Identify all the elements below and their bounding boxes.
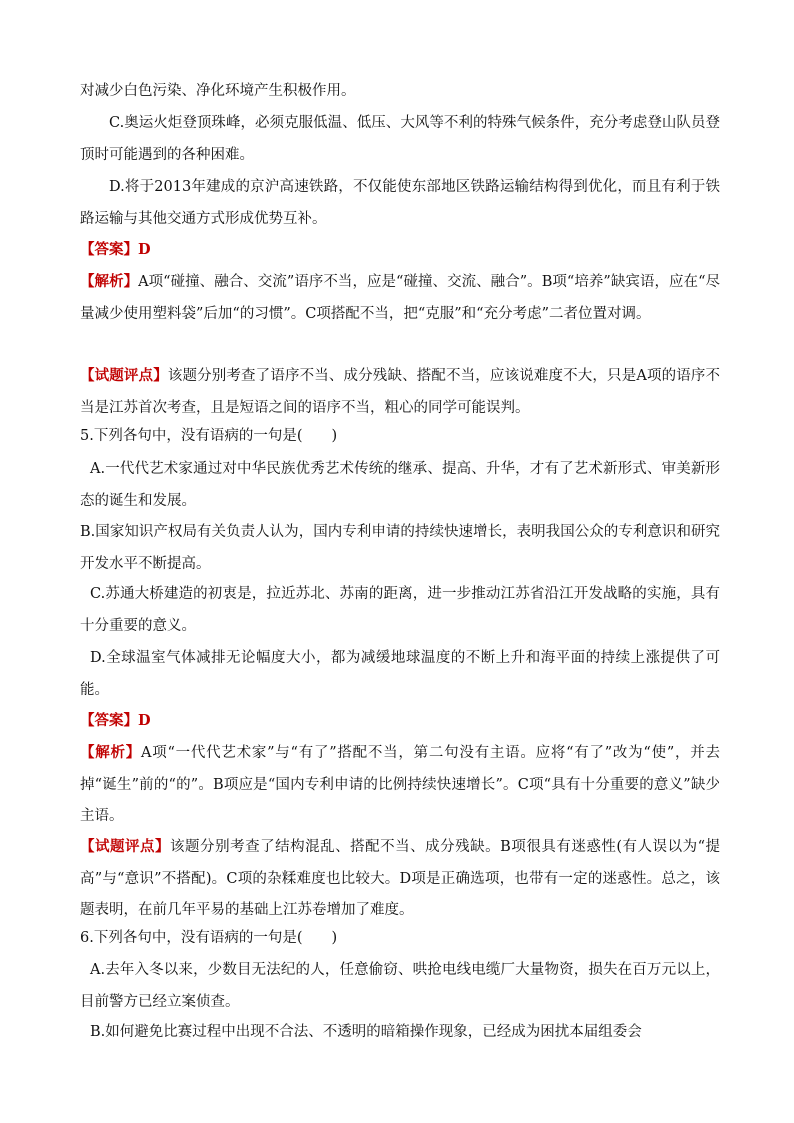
explanation-label: 【解析】 (80, 273, 139, 290)
paragraph-text: 对减少白色污染、净化环境产生积极作用。 (80, 83, 356, 99)
question-6-option-a (80, 955, 720, 1018)
question-text: 5.下列各句中，没有语病的一句是( ) (80, 428, 338, 444)
comment-1 (80, 360, 720, 424)
explanation-1 (80, 266, 720, 330)
comment-text: 该题分别考查了语序不当、成分残缺、搭配不当，应该说难度不大，只是A项的语序不当是江苏首次考查，且是短语之间的语序不当，粗心的同学可能误判。 (80, 368, 721, 416)
answer-1 (80, 234, 720, 267)
option-text: A.去年入冬以来，少数目无法纪的人，任意偷窃、哄抢电线电缆厂大量物资，损失在百万元以上，目前警方已经立案侦查。 (80, 962, 720, 1010)
comment-label: 【试题评点】 (80, 838, 171, 855)
explanation-2 (80, 737, 720, 833)
answer-label: 【答案】 (80, 712, 138, 729)
question-5 (80, 421, 720, 453)
option-text: D.全球温室气体减排无论幅度大小，都为减缓地球温度的不断上升和海平面的持续上涨提供了可能。 (80, 650, 720, 698)
comment-text: 该题分别考查了结构混乱、搭配不当、成分残缺。B项很具有迷惑性(有人误以为“提高”与“意识”不搭配)。C项的杂糅难度也比较大。D项是正确选项，也带有一定的迷惑性。总之，该题表明，在前几年平易的基础上江苏卷增加了难度。 (80, 839, 720, 918)
explanation-label: 【解析】 (80, 744, 141, 761)
option-text: B.国家知识产权局有关负责人认为，国内专利申请的持续快速增长，表明我国公众的专利意识和研究开发水平不断提高。 (80, 524, 720, 572)
question-5-option-a (80, 454, 720, 517)
option-text: B.如何避免比赛过程中出现不合法、不透明的暗箱操作现象，已经成为困扰本届组委会 (90, 1024, 642, 1040)
answer-value: D (138, 712, 151, 729)
question-text: 6.下列各句中，没有语病的一句是( ) (80, 930, 338, 946)
answer-value: D (138, 241, 151, 258)
question-5-option-c (80, 579, 720, 642)
option-text: A.一代代艺术家通过对中华民族优秀艺术传统的继承、提高、升华，才有了艺术新形式、审美新形态的诞生和发展。 (80, 461, 720, 509)
paragraph-text: D.将于2013年建成的京沪高速铁路，不仅能使东部地区铁路运输结构得到优化，而且有利于铁路运输与其他交通方式形成优势互补。 (80, 179, 720, 227)
paragraph-text: C.奥运火炬登顶珠峰，必须克服低温、低压、大风等不利的特殊气候条件，充分考虑登山队员登顶时可能遇到的各种困难。 (80, 115, 720, 163)
option-c-previous (80, 108, 720, 171)
question-5-option-d (80, 643, 720, 706)
question-6-option-b (80, 1017, 720, 1049)
answer-label: 【答案】 (80, 241, 138, 258)
text-line (80, 76, 720, 108)
comment-label: 【试题评点】 (80, 367, 168, 384)
answer-2 (80, 705, 720, 738)
comment-2 (80, 831, 720, 927)
explanation-text: A项“一代代艺术家”与“有了”搭配不当，第二句没有主语。应将“有了”改为“使”，并去掉“诞生”前的“的”。B项应是“国内专利申请的比例持续快速增长”。C项“具有十分重要的意义”缺少主语。 (80, 745, 720, 824)
option-d-previous (80, 172, 720, 235)
explanation-text: A项“碰撞、融合、交流”语序不当，应是“碰撞、交流、融合”。B项“培养”缺宾语，应在“尽量减少使用塑料袋”后加“的习惯”。C项搭配不当，把“克服”和“充分考虑”二者位置对调。 (80, 274, 721, 322)
question-6 (80, 923, 720, 955)
question-5-option-b (80, 517, 720, 580)
option-text: C.苏通大桥建造的初衷是，拉近苏北、苏南的距离，进一步推动江苏省沿江开发战略的实施，具有十分重要的意义。 (80, 586, 720, 634)
